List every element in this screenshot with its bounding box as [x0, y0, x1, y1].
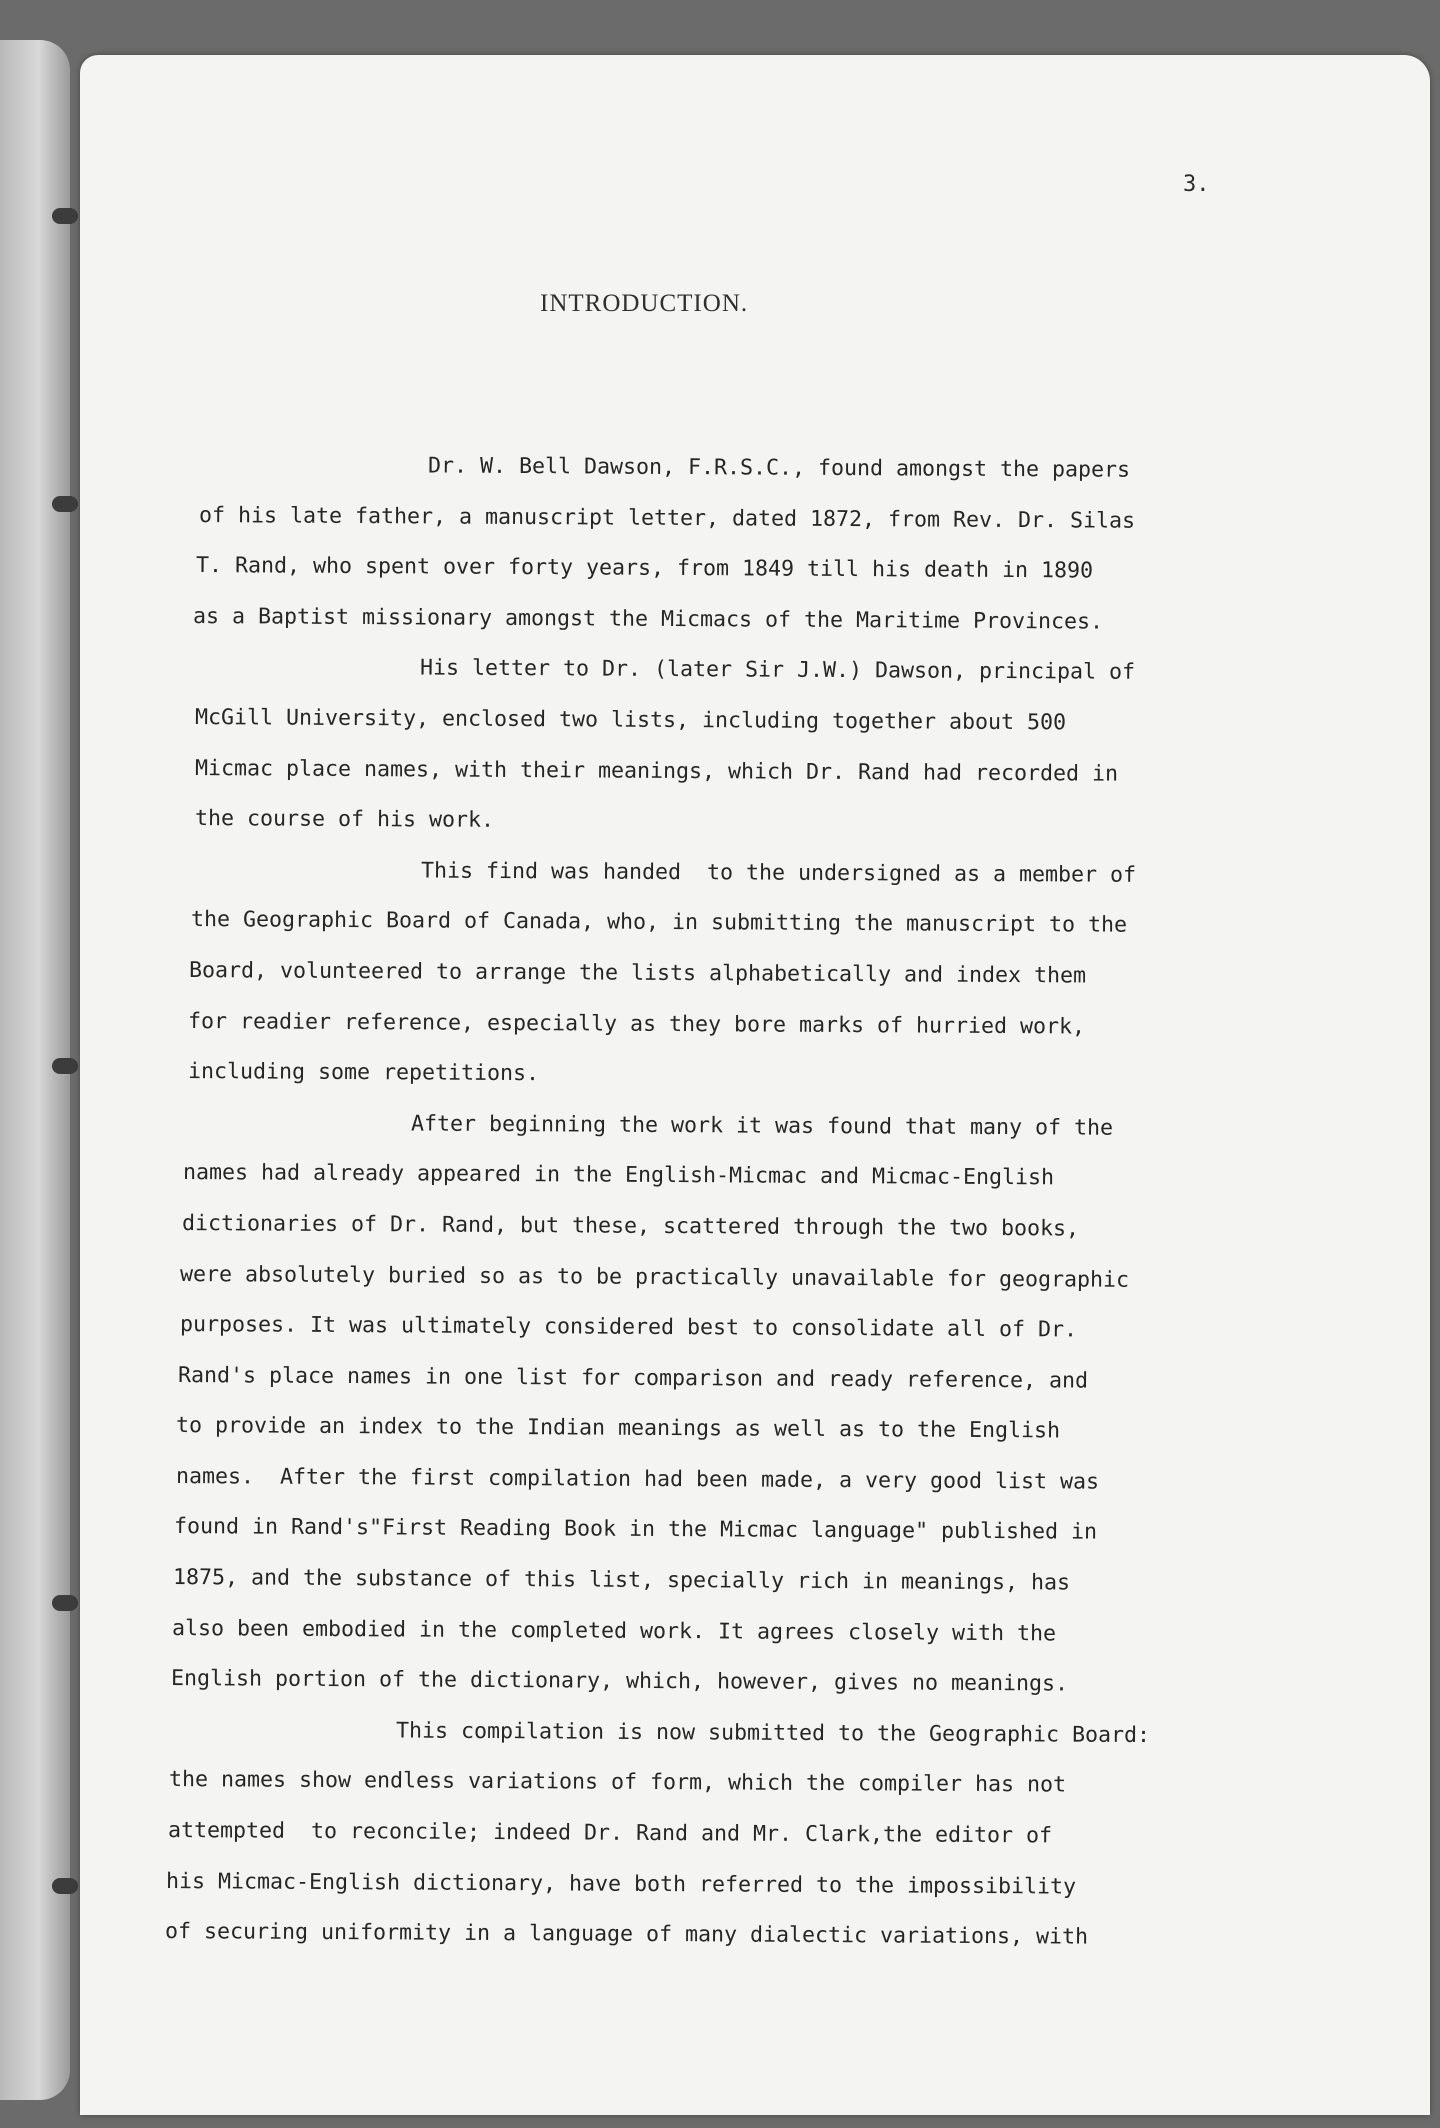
text-line: McGill University, enclosed two lists, including together about 500 — [194, 704, 1067, 736]
text-line: his Micmac-English dictionary, have both referred to the impossibility — [165, 1868, 1077, 1900]
text-line: T. Rand, who spent over forty years, from 1849 till his death in 1890 — [195, 553, 1094, 584]
text-line: attempted to reconcile; indeed Dr. Rand and Mr. Clark,the editor of — [167, 1818, 1053, 1849]
text-line: dictionaries of Dr. Rand, but these, scattered through the two books, — [181, 1210, 1080, 1242]
binder-ring — [52, 1595, 78, 1611]
text-line: purposes. It was ultimately considered best to consolidate all of Dr. — [179, 1312, 1078, 1343]
text-line: names. After the first compilation had been made, a very good list was — [175, 1463, 1100, 1495]
binder-ring — [52, 1878, 78, 1894]
binder-ring — [52, 496, 78, 512]
text-line: the Geographic Board of Canada, who, in submitting the manuscript to the — [190, 907, 1128, 939]
text-line: This compilation is now submitted to the Geographic Board: — [395, 1718, 1151, 1748]
body-text — [164, 440, 1313, 1958]
text-line: for readier reference, especially as they bore marks of hurried work, — [187, 1008, 1086, 1040]
text-line: Micmac place names, with their meanings, which Dr. Rand had recorded in — [194, 755, 1119, 787]
text-line: Dr. W. Bell Dawson, F.R.S.C., found amongst the papers — [427, 453, 1131, 483]
text-line: This find was handed to the undersigned as a member of — [420, 858, 1137, 888]
text-line: to provide an index to the Indian meanings as well as to the English — [175, 1413, 1061, 1444]
text-line: found in Rand's"First Reading Book in the Micmac language" published in — [173, 1514, 1098, 1546]
text-line: including some repetitions. — [187, 1059, 540, 1087]
text-line: also been embodied in the completed work. It agrees closely with the — [171, 1615, 1057, 1647]
text-line: His letter to Dr. (later Sir J.W.) Dawson, principal of — [419, 655, 1136, 686]
text-line: the names show endless variations of form, which the compiler has not — [168, 1767, 1067, 1798]
text-line: were absolutely buried so as to be practically unavailable for geographic — [179, 1261, 1130, 1293]
text-line: as a Baptist missionary amongst the Micmacs of the Maritime Provinces. — [192, 603, 1104, 635]
text-line: of securing uniformity in a language of many dialectic variations, with — [164, 1919, 1089, 1950]
page-number: 3. — [1183, 172, 1210, 197]
text-line: names had already appeared in the English-Micmac and Micmac-English — [182, 1160, 1055, 1191]
text-line: After beginning the work it was found that many of the — [410, 1111, 1114, 1141]
text-line: of his late father, a manuscript letter, dated 1872, from Rev. Dr. Silas — [198, 502, 1136, 534]
text-line: English portion of the dictionary, which, however, gives no meanings. — [170, 1666, 1069, 1697]
text-line: Rand's place names in one list for comparison and ready reference, and — [177, 1362, 1089, 1394]
text-line: Board, volunteered to arrange the lists alphabetically and index them — [188, 957, 1087, 989]
binder-ring — [52, 1058, 78, 1074]
text-line: the course of his work. — [194, 806, 495, 833]
binder-ring — [52, 208, 78, 224]
text-line: 1875, and the substance of this list, specially rich in meanings, has — [172, 1565, 1071, 1596]
section-heading: INTRODUCTION. — [540, 290, 749, 317]
